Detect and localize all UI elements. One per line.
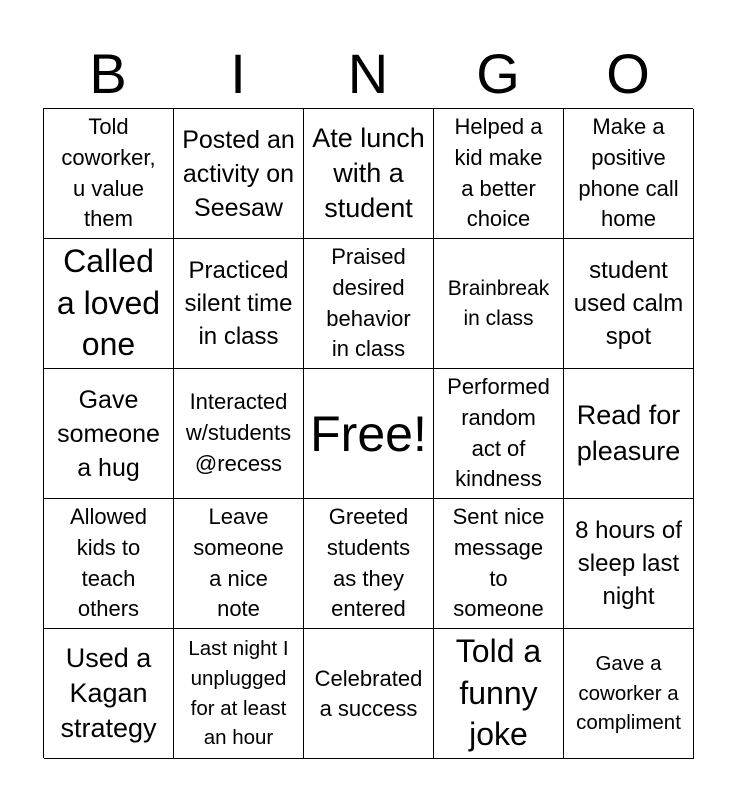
bingo-card-grid: [43, 108, 693, 758]
bingo-cell[interactable]: Greeted students as they entered: [304, 499, 434, 629]
bingo-cell[interactable]: Helped a kid make a better choice: [434, 109, 564, 239]
bingo-cell[interactable]: 8 hours of sleep last night: [564, 499, 694, 629]
header-letter-b: B: [89, 42, 127, 105]
bingo-header: [43, 40, 693, 108]
bingo-cell[interactable]: Used a Kagan strategy: [44, 629, 174, 759]
bingo-cell[interactable]: Told a funny joke: [434, 629, 564, 759]
bingo-cell[interactable]: Celebrated a success: [304, 629, 434, 759]
bingo-cell[interactable]: Practiced silent time in class: [174, 239, 304, 369]
bingo-cell[interactable]: Read for pleasure: [564, 369, 694, 499]
bingo-cell[interactable]: Interacted w/students @recess: [174, 369, 304, 499]
bingo-cell[interactable]: Told coworker, u value them: [44, 109, 174, 239]
bingo-cell[interactable]: Gave someone a hug: [44, 369, 174, 499]
bingo-cell[interactable]: Sent nice message to someone: [434, 499, 564, 629]
bingo-cell[interactable]: Last night I unplugged for at least an hour: [174, 629, 304, 759]
bingo-cell[interactable]: student used calm spot: [564, 239, 694, 369]
bingo-cell[interactable]: Make a positive phone call home: [564, 109, 694, 239]
bingo-cell[interactable]: Gave a coworker a compliment: [564, 629, 694, 759]
bingo-cell[interactable]: Posted an activity on Seesaw: [174, 109, 304, 239]
bingo-cell[interactable]: Brainbreak in class: [434, 239, 564, 369]
bingo-cell[interactable]: Performed random act of kindness: [434, 369, 564, 499]
bingo-cell[interactable]: Ate lunch with a student: [304, 109, 434, 239]
bingo-cell[interactable]: Called a loved one: [44, 239, 174, 369]
header-letter-i: I: [230, 42, 246, 105]
bingo-cell[interactable]: Leave someone a nice note: [174, 499, 304, 629]
header-letter-g: G: [476, 42, 520, 105]
bingo-cell[interactable]: Praised desired behavior in class: [304, 239, 434, 369]
header-letter-o: O: [606, 42, 650, 105]
header-letter-n: N: [347, 42, 389, 105]
bingo-cell[interactable]: Allowed kids to teach others: [44, 499, 174, 629]
free-space-cell[interactable]: Free!: [304, 369, 434, 499]
